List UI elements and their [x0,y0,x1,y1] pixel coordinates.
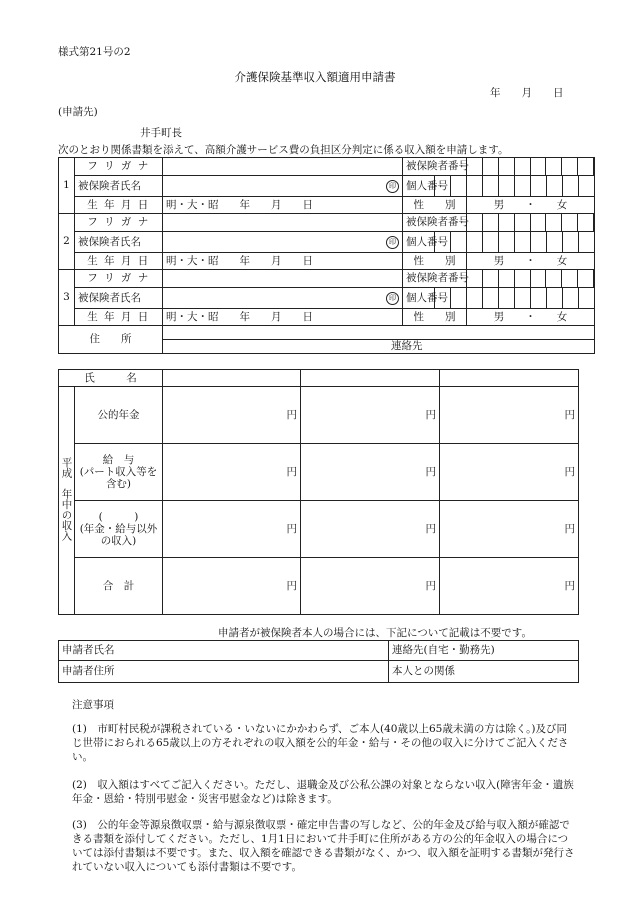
birth-label: 生 年 月 日 [75,197,163,214]
birth-field[interactable]: 明・大・昭 年 月 日 [163,197,403,214]
insured-name-field[interactable] [163,288,403,309]
applicant-note: 申請者が被保険者本人の場合には、下記について記載は不要です。 [218,627,532,639]
personal-no-digit[interactable] [467,288,483,309]
personal-no-digit[interactable] [515,176,531,197]
insured-no-label: 被保険者番号 [403,214,467,232]
personal-no-digit[interactable] [547,176,563,197]
insured-no-label: 被保険者番号 [403,270,467,288]
personal-no-digit[interactable] [579,232,595,253]
income-cell[interactable]: 円 [163,501,301,558]
birth-label: 生 年 月 日 [75,253,163,270]
personal-no-label: 個人番号 [403,176,435,197]
sex-label: 性 別 [403,309,467,326]
seal-icon: 印 [386,292,399,305]
personal-no-digit[interactable] [499,176,515,197]
insured-name-label: 被保険者氏名 [75,232,163,253]
income-row-label: 給 与 (パート収入等を含む) [75,444,163,501]
personal-no-digit[interactable] [579,288,595,309]
person-number: 1 [59,158,75,214]
income-cell[interactable]: 円 [440,558,579,615]
insured-no-field[interactable] [467,214,595,232]
income-name-field-1[interactable] [163,370,301,387]
income-cell[interactable]: 円 [301,444,440,501]
personal-no-digit[interactable] [531,176,547,197]
personal-no-digit[interactable] [483,288,499,309]
sex-field[interactable]: 男 ・ 女 [467,253,595,270]
insured-name-label: 被保険者氏名 [75,288,163,309]
personal-no-digit[interactable] [579,176,595,197]
note-2: (2) 収入額はすべてご記入ください。ただし、退職金及び公私公課の対象とならない収入(障害年金・遺族年金・恩給・特別弔慰金・災害弔慰金など)は除きます。 [72,779,574,805]
personal-no-digit[interactable] [451,232,467,253]
insured-persons-table [58,157,595,354]
form-number: 様式第21号の2 [58,46,131,58]
personal-no-digit[interactable] [467,232,483,253]
income-table [58,369,579,615]
sex-field[interactable]: 男 ・ 女 [467,197,595,214]
date-line: 年 月 日 [490,87,564,99]
income-cell[interactable]: 円 [440,387,579,444]
applicant-address-field[interactable]: 申請者住所 [59,661,389,683]
personal-no-digit[interactable] [563,176,579,197]
insured-no-label: 被保険者番号 [403,158,467,176]
furigana-field[interactable] [163,214,403,232]
personal-no-digit[interactable] [499,232,515,253]
sex-label: 性 別 [403,253,467,270]
income-row-label: 合 計 [75,558,163,615]
personal-no-digit[interactable] [515,232,531,253]
personal-no-digit[interactable] [499,288,515,309]
income-cell[interactable]: 円 [301,501,440,558]
recipient-label: (申請先) [58,106,98,118]
insured-name-label: 被保険者氏名 [75,176,163,197]
income-cell[interactable]: 円 [440,444,579,501]
person-number: 3 [59,270,75,326]
applicant-relation-field[interactable]: 本人との関係 [389,661,579,683]
note-1: (1) 市町村民税が課税されている・いないにかかわらず、ご本人(40歳以上65歳未満の方は除く。)及び同じ世帯におられる65歳以上の方それぞれの収入額を公的年金・給与・その他の収入に分けてご記入ください。 [72,723,569,763]
form-title: 介護保険基準収入額適用申請書 [234,70,396,84]
birth-label: 生 年 月 日 [75,309,163,326]
income-row-label: 公的年金 [75,387,163,444]
contact-label: 連絡先 [391,340,423,352]
personal-no-label: 個人番号 [403,232,435,253]
income-name-field-2[interactable] [301,370,440,387]
applicant-table [58,640,579,683]
intro-text: 次のとおり関係書類を添えて、高額介護サービス費の負担区分判定に係る収入額を申請します。 [58,144,509,156]
recipient: 井手町長 [140,127,182,139]
furigana-label: フ リ ガ ナ [75,158,163,176]
income-cell[interactable]: 円 [163,387,301,444]
personal-no-digit[interactable] [483,176,499,197]
notes-title: 注意事項 [72,699,114,711]
personal-no-digit[interactable] [531,288,547,309]
applicant-name-field[interactable]: 申請者氏名 [59,641,389,661]
furigana-field[interactable] [163,270,403,288]
birth-field[interactable]: 明・大・昭 年 月 日 [163,253,403,270]
personal-no-digit[interactable] [547,232,563,253]
furigana-field[interactable] [163,158,403,176]
insured-no-field[interactable] [467,158,595,176]
personal-no-digit[interactable] [531,232,547,253]
furigana-label: フ リ ガ ナ [75,270,163,288]
personal-no-digit[interactable] [547,288,563,309]
person-number: 2 [59,214,75,270]
income-name-field-3[interactable] [440,370,579,387]
personal-no-digit[interactable] [563,288,579,309]
income-row-label: ( ) (年金・給与以外の収入) [75,501,163,558]
sex-field[interactable]: 男 ・ 女 [467,309,595,326]
address-field[interactable] [163,326,595,354]
insured-name-field[interactable] [163,176,403,197]
personal-no-digit[interactable] [467,176,483,197]
personal-no-digit[interactable] [515,288,531,309]
furigana-label: フ リ ガ ナ [75,214,163,232]
personal-no-digit[interactable] [563,232,579,253]
seal-icon: 印 [386,180,399,193]
income-cell[interactable]: 円 [301,558,440,615]
applicant-contact-field[interactable]: 連絡先(自宅・勤務先) [389,641,579,661]
insured-name-field[interactable] [163,232,403,253]
birth-field[interactable]: 明・大・昭 年 月 日 [163,309,403,326]
sex-label: 性 別 [403,197,467,214]
seal-icon: 印 [386,236,399,249]
income-name-label: 氏 名 [59,370,163,387]
income-cell[interactable]: 円 [163,558,301,615]
note-3: (3) 公的年金等源泉徴収票・給与源泉徴収票・確定申告書の写しなど、公的年金及び給与収入額が確認できる書類を添付してください。ただし、1月1日において井手町に住所がある方の公的年金収入の場合については添付書類は不要です。また、収入額を確認できる書類がなく、かつ、収入額を証明する書類が発行されていない収入についても添付書類は不要です。 [72,819,575,873]
income-cell[interactable]: 円 [163,444,301,501]
address-label: 住 所 [59,326,163,354]
personal-no-label: 個人番号 [403,288,435,309]
income-period-label: 平成 年中の収入 [60,456,73,541]
income-cell[interactable]: 円 [440,501,579,558]
personal-no-digit[interactable] [483,232,499,253]
insured-no-field[interactable] [467,270,595,288]
income-cell[interactable]: 円 [301,387,440,444]
personal-no-digit[interactable] [451,176,467,197]
personal-no-digit[interactable] [451,288,467,309]
